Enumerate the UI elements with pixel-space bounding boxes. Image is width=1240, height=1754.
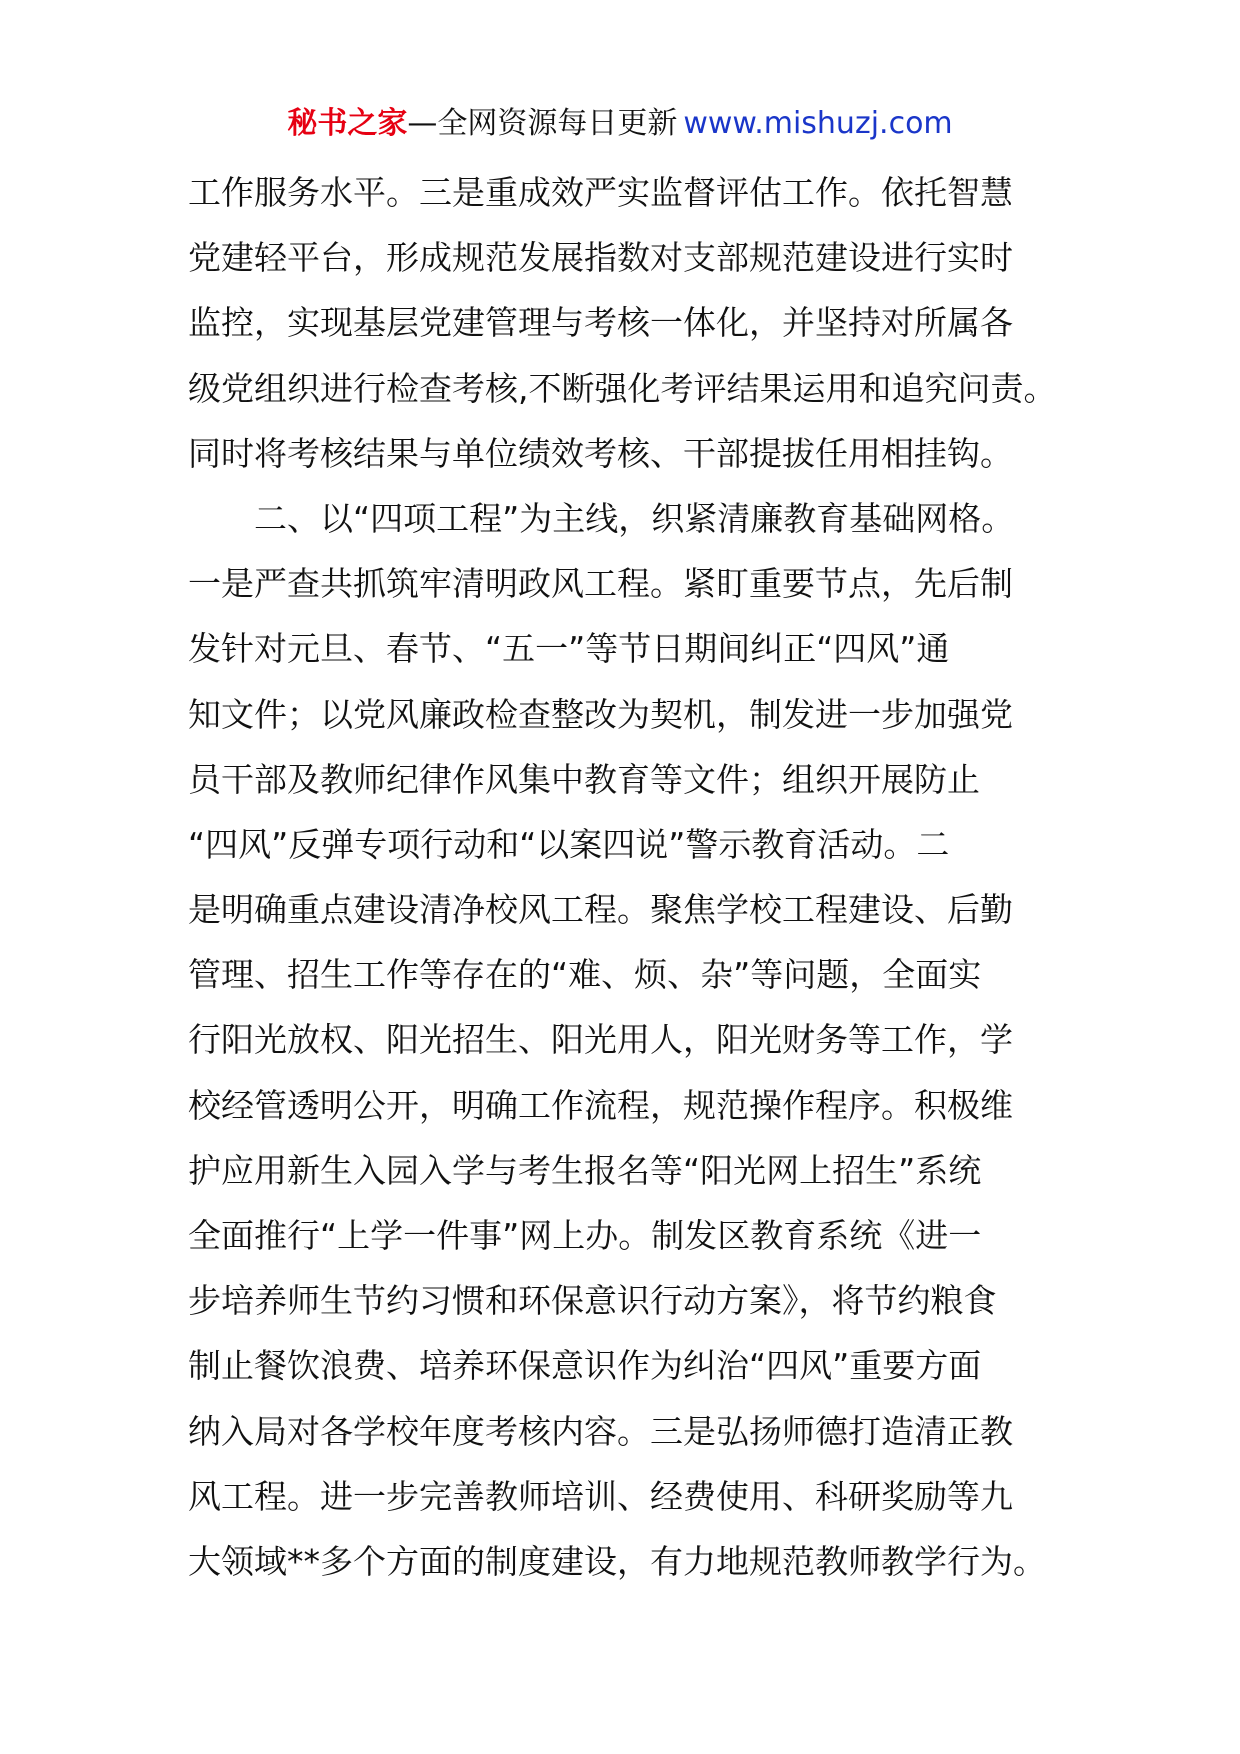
header-tagline: —全网资源每日更新	[407, 106, 678, 141]
text-line: 行阳光放权、阳光招生、阳光用人，阳光财务等工作，学	[188, 1020, 1013, 1060]
text-line: 员干部及教师纪律作风集中教育等文件；组织开展防止	[188, 759, 980, 799]
site-url-link[interactable]: www.mishuzj.com	[683, 106, 953, 141]
text-line: 工作服务水平。三是重成效严实监督评估工作。依托智慧	[188, 173, 1013, 212]
section-heading-line: 二、以“四项工程”为主线，织紧清廉教育基础网格。	[254, 498, 1015, 538]
text-line: 党建轻平台，形成规范发展指数对支部规范建设进行实时	[188, 238, 1013, 278]
text-line: “四风”反弹专项行动和“以案四说”警示教育活动。二	[188, 824, 950, 864]
document-body	[188, 160, 1068, 1594]
text-line: 风工程。进一步完善教师培训、经费使用、科研奖励等九	[188, 1476, 1013, 1516]
text-line: 是明确重点建设清净校风工程。聚焦学校工程建设、后勤	[188, 890, 1013, 930]
text-line: 级党组织进行检查考核,不断强化考评结果运用和追究问责。	[188, 368, 1057, 408]
text-line: 护应用新生入园入学与考生报名等“阳光网上招生”系统	[188, 1150, 982, 1190]
text-line: 大领域**多个方面的制度建设，有力地规范教师教学行为。	[188, 1541, 1046, 1581]
text-line: 一是严查共抓筑牢清明政风工程。紧盯重要节点，先后制	[188, 564, 1013, 604]
text-line: 制止餐饮浪费、培养环保意识作为纠治“四风”重要方面	[188, 1346, 982, 1386]
text-line: 校经管透明公开，明确工作流程，规范操作程序。积极维	[188, 1085, 1013, 1125]
text-line: 监控，实现基层党建管理与考核一体化，并坚持对所属各	[188, 303, 1013, 343]
text-line: 知文件；以党风廉政检查整改为契机，制发进一步加强党	[188, 694, 1013, 734]
text-line: 全面推行“上学一件事”网上办。制发区教育系统《进一	[188, 1216, 982, 1255]
page-header	[0, 100, 1240, 148]
text-line: 发针对元旦、春节、“五一”等节日期间纠正“四风”通	[188, 629, 950, 669]
brand-name: 秘书之家	[287, 106, 408, 141]
text-line: 步培养师生节约习惯和环保意识行动方案》，将节约粮食	[188, 1281, 997, 1321]
text-line: 同时将考核结果与单位绩效考核、干部提拔任用相挂钩。	[188, 433, 1013, 473]
text-line: 纳入局对各学校年度考核内容。三是弘扬师德打造清正教	[188, 1411, 1013, 1451]
text-line: 管理、招生工作等存在的“难、烦、杂”等问题，全面实	[188, 955, 982, 995]
